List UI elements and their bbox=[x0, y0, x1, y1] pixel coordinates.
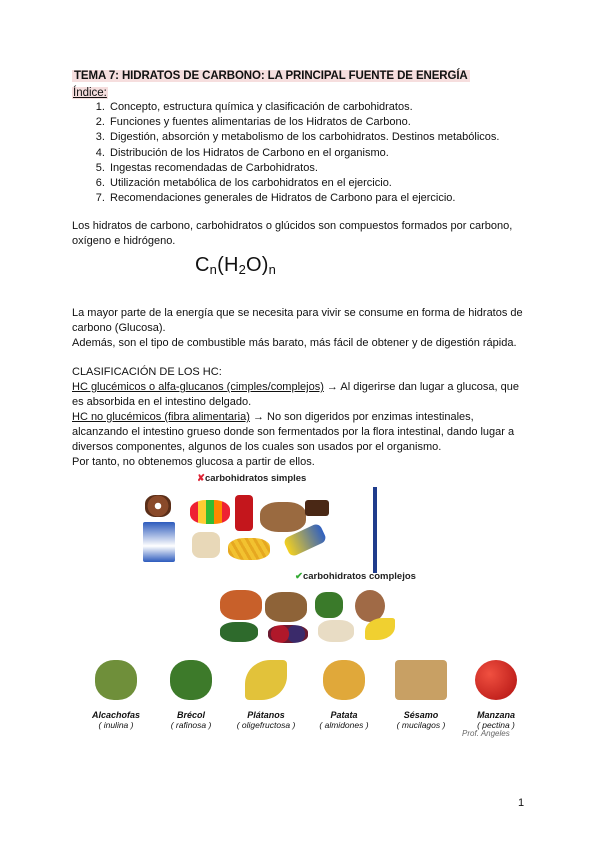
cross-icon: ✘ bbox=[197, 473, 205, 484]
index-item: 6. Utilización metabólica de los carbohidratos en el ejercicio. bbox=[108, 176, 578, 191]
spinach-image bbox=[220, 622, 258, 642]
artichoke-image bbox=[95, 660, 137, 700]
donut-image bbox=[145, 495, 171, 517]
fries-image bbox=[228, 538, 270, 560]
banana-image bbox=[245, 660, 287, 700]
carbohydrates-illustration bbox=[140, 470, 440, 645]
fiber-food-item bbox=[230, 660, 302, 730]
energy-paragraph-2: Además, son el tipo de combustible más barato, más fácil de obtener y de digestión rápida. bbox=[72, 337, 517, 349]
classification-heading: CLASIFICACIÓN DE LOS HC: bbox=[72, 366, 222, 378]
index-heading: Índice: bbox=[73, 87, 107, 99]
soda-can-image bbox=[235, 495, 253, 531]
glycemic-label: HC glucémicos o alfa-glucanos (cimples/complejos) bbox=[72, 381, 324, 393]
document-title: TEMA 7: HIDRATOS DE CARBONO: LA PRINCIPAL FUENTE DE ENERGÍA bbox=[74, 70, 468, 82]
fiber-food-type: ( oligefructosa ) bbox=[236, 720, 296, 730]
fiber-food-item bbox=[460, 660, 532, 730]
apple-image bbox=[475, 660, 517, 700]
formula-sub-n2: n bbox=[268, 262, 277, 277]
fiber-food-name: Sésamo bbox=[403, 710, 439, 720]
berries-image bbox=[268, 625, 308, 643]
bread-image bbox=[192, 532, 220, 558]
formula-open: (H bbox=[217, 254, 239, 276]
fiber-food-type: ( mucilagos ) bbox=[396, 720, 446, 730]
index-item: 5. Ingestas recomendadas de Carbohidratos. bbox=[108, 161, 578, 176]
chocolate-image bbox=[305, 500, 329, 516]
complex-carbs-label bbox=[295, 571, 416, 582]
broccoli-image bbox=[170, 660, 212, 700]
page-number: 1 bbox=[518, 797, 525, 809]
fiber-food-type: ( almidones ) bbox=[319, 720, 369, 730]
divider-bar bbox=[373, 487, 377, 573]
fiber-food-name: Patata bbox=[330, 710, 358, 720]
fiber-food-name: Manzana bbox=[476, 710, 515, 720]
glycemic-text: → Al digerirse dan lugar a glucosa, que es absorbida en el intestino delgado. bbox=[72, 381, 519, 409]
index-item: 7. Recomendaciones generales de Hidratos de Carbono para el ejercicio. bbox=[108, 191, 578, 206]
fiber-food-type: ( inulina ) bbox=[98, 720, 134, 730]
intro-paragraph: Los hidratos de carbono, carbohidratos o glúcidos son compuestos formados por carbono, oxígeno e hidrógeno. bbox=[72, 220, 513, 248]
sweet-potato-image bbox=[220, 590, 262, 620]
formula-c: C bbox=[195, 254, 210, 276]
simple-carbs-label bbox=[197, 473, 306, 484]
check-icon: ✔ bbox=[295, 571, 303, 582]
cookies-image bbox=[260, 502, 306, 532]
index-item: 3. Digestión, absorción y metabolismo de los carbohidratos. Destinos metabólicos. bbox=[108, 130, 578, 145]
conclusion-paragraph: Por tanto, no obtenemos glucosa a partir de ellos. bbox=[72, 456, 315, 468]
image-credit: Prof. Angeles bbox=[462, 729, 510, 738]
fiber-food-name: Brécol bbox=[176, 710, 205, 720]
fiber-food-item bbox=[385, 660, 457, 730]
gummies-image bbox=[190, 500, 230, 524]
non-glycemic-label: HC no glucémicos (fibra alimentaria) bbox=[72, 411, 250, 423]
fiber-food-item bbox=[155, 660, 227, 730]
fiber-food-item bbox=[308, 660, 380, 730]
fiber-food-item bbox=[80, 660, 152, 730]
chemical-formula bbox=[195, 254, 276, 277]
fiber-food-name: Alcachofas bbox=[91, 710, 141, 720]
simple-carbs-text: carbohidratos simples bbox=[204, 473, 307, 484]
energy-paragraph-1: La mayor parte de la energía que se necesita para vivir se consume en forma de hidratos de carbono (Glucosa). bbox=[72, 307, 523, 335]
formula-sub-2: 2 bbox=[238, 262, 247, 277]
sesame-image bbox=[395, 660, 447, 700]
index-item: 4. Distribución de los Hidratos de Carbono en el organismo. bbox=[108, 146, 578, 161]
cereal-box-image bbox=[143, 522, 175, 562]
formula-sub-n: n bbox=[209, 262, 218, 277]
whole-bread-image bbox=[265, 592, 307, 622]
formula-close: O) bbox=[246, 254, 269, 276]
broccoli-image bbox=[315, 592, 343, 618]
fiber-food-type: ( rafinosa ) bbox=[170, 720, 212, 730]
index-item: 2. Funciones y fuentes alimentarias de los Hidratos de Carbono. bbox=[108, 115, 578, 130]
index-list bbox=[72, 100, 578, 206]
index-item: 1. Concepto, estructura química y clasificación de carbohidratos. bbox=[108, 100, 578, 115]
complex-carbs-text: carbohidratos complejos bbox=[302, 571, 416, 582]
banana-image bbox=[365, 618, 395, 640]
glycemic-paragraph bbox=[72, 380, 532, 410]
fiber-food-name: Plátanos bbox=[247, 710, 285, 720]
potato-image bbox=[323, 660, 365, 700]
fiber-food-type: ( pectina ) bbox=[477, 720, 515, 730]
non-glycemic-text: → No son digeridos por enzimas intestinales, alcanzando el intestino grueso donde son fermentados por la flora intestinal, dando lugar a diversos componentes, algunos de los cuales son usados por el organismo. bbox=[72, 411, 515, 454]
oatmeal-image bbox=[318, 620, 354, 642]
non-glycemic-paragraph bbox=[72, 410, 532, 456]
